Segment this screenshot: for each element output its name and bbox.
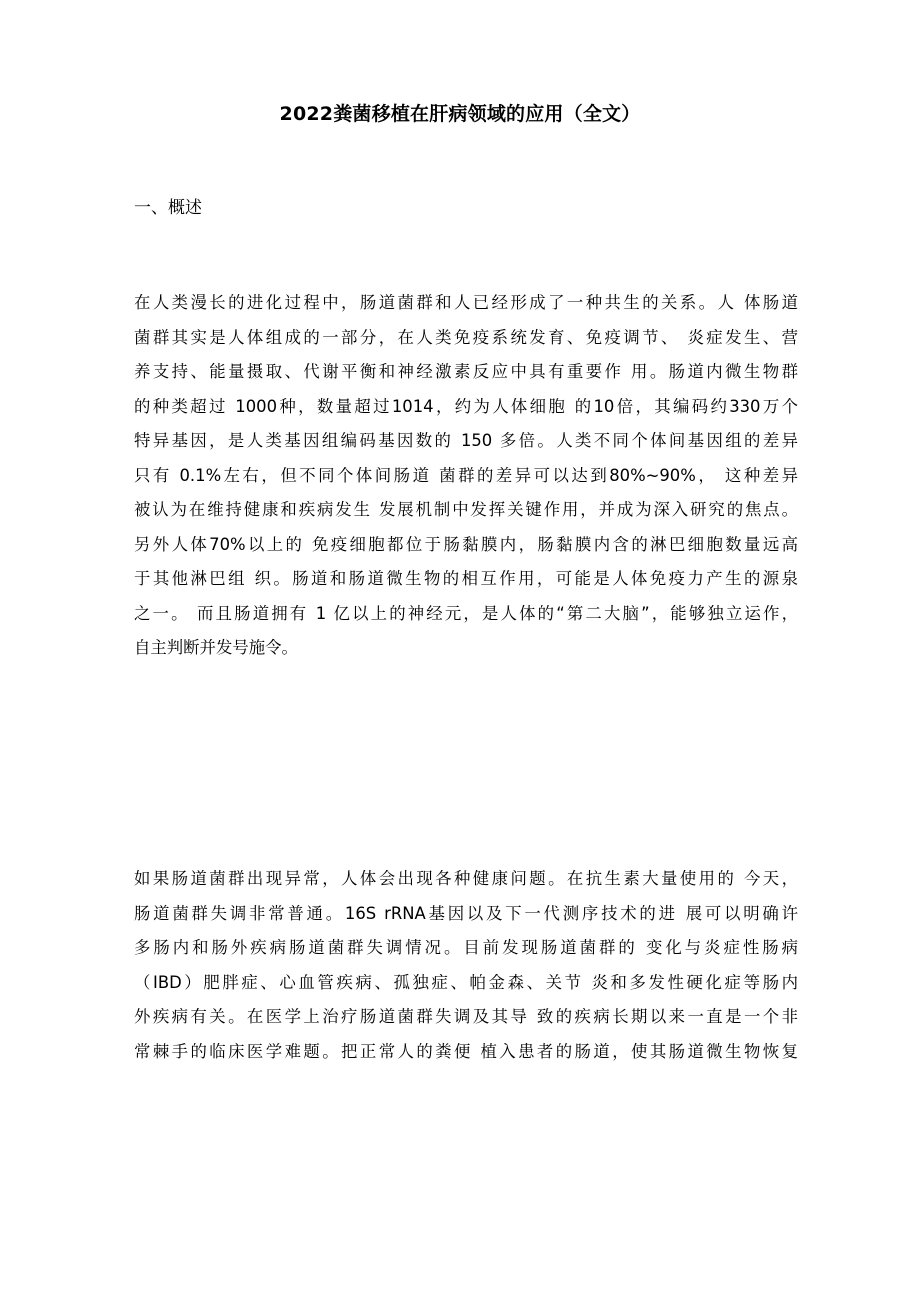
section-heading: 一、概述 bbox=[134, 198, 202, 218]
paragraph-line: （IBD）肥胖症、心血管疾病、孤独症、帕金森、关节 炎和多发性硬化症等肠内 bbox=[134, 972, 798, 992]
paragraph-line: 之一。 而且肠道拥有 1 亿以上的神经元，是人体的“第二大脑”，能够独立运作， bbox=[134, 603, 798, 623]
paragraph-line: 多肠内和肠外疾病肠道菌群失调情况。目前发现肠道菌群的 变化与炎症性肠病 bbox=[134, 938, 798, 957]
paragraph-overview-1 bbox=[134, 286, 798, 666]
paragraph-line: 自主判断并发号施令。 bbox=[134, 638, 298, 657]
paragraph-line: 另外人体70%以上的 免疫细胞都位于肠黏膜内，肠黏膜内含的淋巴细胞数量远高 bbox=[134, 534, 798, 554]
paragraph-line: 外疾病有关。在医学上治疗肠道菌群失调及其导 致的疾病长期以来一直是一个非 bbox=[134, 1007, 798, 1026]
paragraph-line: 只有 0.1%左右，但不同个体间肠道 菌群的差异可以达到80%~90%， 这种差异 bbox=[134, 465, 798, 485]
paragraph-line: 特异基因，是人类基因组编码基因数的 150 多倍。人类不同个体间基因组的差异 bbox=[134, 431, 798, 450]
paragraph-line: 于其他淋巴组 织。肠道和肠道微生物的相互作用，可能是人体免疫力产生的源泉 bbox=[134, 569, 798, 588]
paragraph-line: 常棘手的临床医学难题。把正常人的粪便 植入患者的肠道，使其肠道微生物恢复 bbox=[134, 1041, 798, 1061]
document-title: 2022粪菌移植在肝病领域的应用（全文） bbox=[279, 103, 641, 125]
paragraph-overview-2 bbox=[134, 862, 798, 1069]
paragraph-line: 被认为在维持健康和疾病发生 发展机制中发挥关键作用，并成为深入研究的焦点。 bbox=[134, 500, 798, 519]
paragraph-line: 在人类漫长的进化过程中，肠道菌群和人已经形成了一种共生的关系。人 体肠道 bbox=[134, 293, 798, 312]
paragraph-line: 肠道菌群失调非常普通。16S rRNA基因以及下一代测序技术的进 展可以明确许 bbox=[134, 903, 798, 923]
paragraph-line: 养支持、能量摄取、代谢平衡和神经激素反应中具有重要作 用。肠道内微生物群 bbox=[134, 362, 798, 381]
paragraph-line: 如果肠道菌群出现异常，人体会出现各种健康问题。在抗生素大量使用的 今天， bbox=[134, 869, 798, 888]
paragraph-line: 菌群其实是人体组成的一部分，在人类免疫系统发育、免疫调节、 炎症发生、营 bbox=[134, 327, 798, 347]
paragraph-line: 的种类超过 1000种，数量超过1014，约为人体细胞 的10倍，其编码约330万个 bbox=[134, 396, 798, 416]
